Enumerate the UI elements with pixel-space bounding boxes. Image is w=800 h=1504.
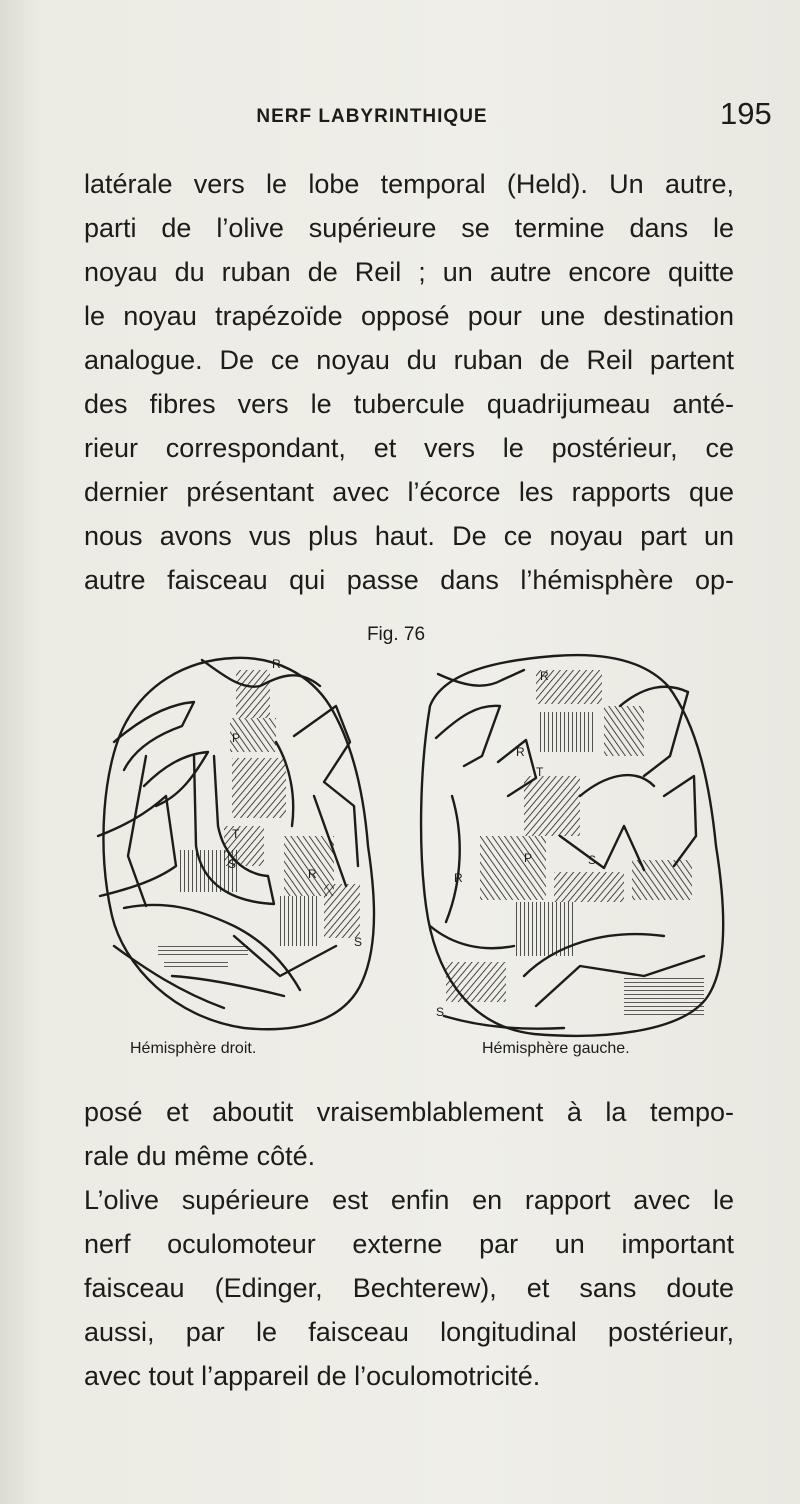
region-letter: S (228, 857, 237, 871)
text-line: nerf oculomoteur externe par un important (84, 1229, 734, 1259)
text-line: avec tout l’appareil de l’oculomotricité. (84, 1361, 541, 1391)
paragraph-1 (84, 162, 734, 602)
region-letter: R (540, 669, 549, 683)
running-title: NERF LABYRINTHIQUE (256, 106, 488, 127)
page-header (0, 96, 800, 136)
text-line: nous avons vus plus haut. De ce noyau part un (84, 521, 734, 551)
brain-hemispheres-figure (84, 646, 734, 1038)
text-line: parti de l’olive supérieure se termine dans le (84, 213, 734, 243)
text-line: latérale vers le lobe temporal (Held). Un autre, (84, 169, 734, 199)
paragraph-3 (84, 1178, 734, 1398)
right-hemisphere-drawing (98, 658, 374, 1029)
text-line: noyau du ruban de Reil ; un autre encore quitte (84, 257, 734, 287)
text-line: analogue. De ce noyau du ruban de Reil partent (84, 345, 734, 375)
region-letter: S (436, 1005, 445, 1019)
text-line: autre faisceau qui passe dans l’hémisphère op- (84, 565, 734, 595)
region-letter: R (308, 867, 317, 881)
paragraph-2 (84, 1090, 734, 1178)
text-line: rieur correspondant, et vers le postérieur, ce (84, 433, 734, 463)
text-line: faisceau (Edinger, Bechterew), et sans doute (84, 1273, 734, 1303)
region-letter: R (516, 745, 525, 759)
region-letter: T (536, 765, 544, 779)
region-letter: S (588, 853, 597, 867)
caption-left: Hémisphère droit. (130, 1040, 257, 1057)
caption-right: Hémisphère gauche. (482, 1040, 630, 1057)
region-letter: S (354, 935, 363, 949)
text-line: aussi, par le faisceau longitudinal postérieur, (84, 1317, 734, 1347)
text-line: rale du même côté. (84, 1141, 316, 1171)
figure-label: Fig. 76 (366, 624, 426, 645)
region-letter: R (272, 657, 281, 671)
text-line: des fibres vers le tubercule quadrijumeau anté- (84, 389, 734, 419)
region-letter: R (454, 871, 463, 885)
text-line: posé et aboutit vraisemblablement à la tempo- (84, 1097, 734, 1127)
page-number: 195 (720, 96, 772, 131)
region-letter: P (524, 851, 533, 865)
text-line: L’olive supérieure est enfin en rapport avec le (84, 1185, 734, 1215)
region-letter: T (232, 827, 240, 841)
text-line: le noyau trapézoïde opposé pour une destination (84, 301, 734, 331)
region-letter: P (232, 731, 241, 745)
text-line: dernier présentant avec l’écorce les rapports que (84, 477, 734, 507)
left-hemisphere-drawing (421, 655, 723, 1036)
